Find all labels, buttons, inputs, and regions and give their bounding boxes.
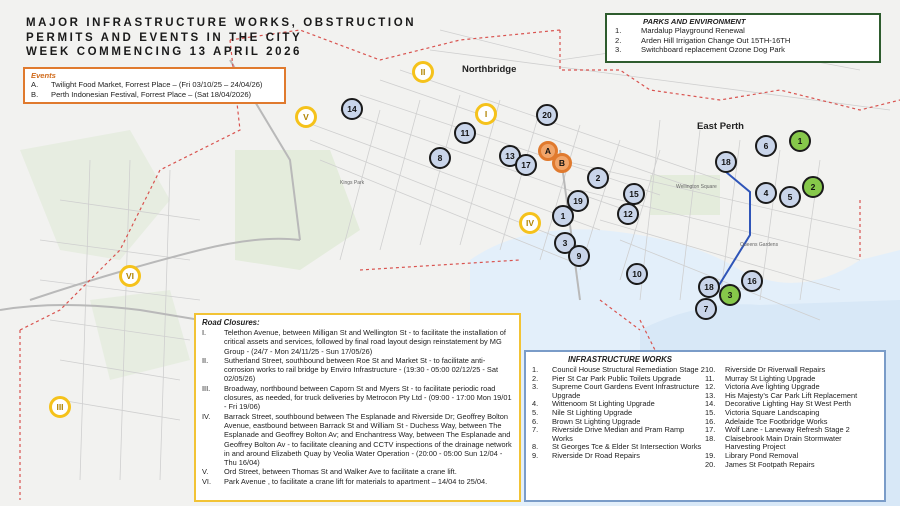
- infra-item: 12. Victoria Ave lighting Upgrade: [705, 382, 820, 392]
- infra-marker[interactable]: 11: [454, 122, 476, 144]
- infra-marker[interactable]: 18: [698, 276, 720, 298]
- infra-item: 1. Council House Structural Remediation Stage 2: [532, 365, 705, 374]
- infra-left-column: [532, 366, 705, 469]
- events-heading: Events: [31, 71, 56, 80]
- infra-marker[interactable]: 14: [341, 98, 363, 120]
- infra-marker[interactable]: 13: [499, 145, 521, 167]
- infra-item: 6. Brown St Lighting Upgrade: [532, 416, 641, 426]
- infra-item: 11. Murray St Lighting Upgrade: [705, 373, 816, 383]
- parks-marker[interactable]: 1: [789, 130, 811, 152]
- infra-marker[interactable]: 3: [554, 232, 576, 254]
- closure-marker[interactable]: IV: [519, 212, 541, 234]
- infra-item: 9. Riverside Dr Road Repairs: [532, 450, 640, 460]
- closure-marker[interactable]: III: [49, 396, 71, 418]
- title-line-2: PERMITS AND EVENTS IN THE CITY: [26, 31, 303, 44]
- infra-marker[interactable]: 10: [626, 263, 648, 285]
- infra-item: 13. His Majesty’s Car Park Lift Replacement: [705, 390, 858, 400]
- events-legend: [23, 67, 286, 104]
- parks-legend: [605, 13, 881, 63]
- infrastructure-legend: [524, 350, 886, 502]
- infra-item: 8. St Georges Tce & Elder St Intersection Works: [532, 442, 702, 452]
- infra-item: 20. James St Footpath Repairs: [705, 459, 815, 469]
- parks-heading: PARKS AND ENVIRONMENT: [643, 17, 746, 26]
- infra-item: 18. Claisebrook Main Drain Stormwater Harvesting Project: [705, 433, 842, 452]
- closure-marker[interactable]: I: [475, 103, 497, 125]
- infra-item: 17. Wolf Lane - Laneway Refresh Stage 2: [705, 425, 850, 435]
- infra-marker[interactable]: 7: [695, 298, 717, 320]
- title-line-1: MAJOR INFRASTRUCTURE WORKS, OBSTRUCTION: [26, 17, 417, 29]
- closure-item: I. Telethon Avenue, between Milligan St and Wellington St - to facilitate the installation of critical assets and services, followed by final road layout design reinstatement by MG Group - (24/7 - Mon 24/11/25 - Sun 17/05/26): [202, 328, 506, 356]
- infra-marker[interactable]: 12: [617, 203, 639, 225]
- svg-text:Kings Park: Kings Park: [340, 180, 365, 186]
- infra-marker[interactable]: 15: [623, 183, 645, 205]
- infra-item: 15. Victoria Square Landscaping: [705, 407, 820, 417]
- infra-marker[interactable]: 2: [587, 167, 609, 189]
- infra-item: 10. Riverside Dr Riverwall Repairs: [705, 365, 826, 374]
- parks-marker[interactable]: 3: [719, 284, 741, 306]
- closures-heading: Road Closures:: [202, 318, 260, 327]
- infra-item: 7. Riverside Drive Median and Pram Ramp Works: [532, 425, 685, 443]
- parks-item: 1. Mardalup Playground Renewal: [615, 26, 745, 35]
- infra-item: 5. Nile St Lighting Upgrade: [532, 407, 633, 417]
- title-line-3: WEEK COMMENCING 13 APRIL 2026: [26, 46, 303, 58]
- infra-marker[interactable]: 5: [779, 186, 801, 208]
- closure-item: IV. Barrack Street, southbound between The Esplanade and Riverside Dr; Geoffrey Bolton Avenue, eastbound between Barrack St and William St - Duchess Way, between The Esplanade and Geoffrey Bolton Av; and Enchantress Way, between The Esplanade and Geoffrey Bolton Av - to facilitate cleaning and CCTV inspections of the drainage network in and around Elizabeth Quay by Veolia Water Operation - (20:00 - 05:00 Sun 12/04 - Thu 16/04): [202, 411, 512, 468]
- event-marker[interactable]: B: [552, 153, 572, 173]
- infra-marker[interactable]: 6: [755, 135, 777, 157]
- infra-marker[interactable]: 17: [515, 154, 537, 176]
- closure-marker[interactable]: II: [412, 61, 434, 83]
- infra-item: 2. Pier St Car Park Public Toilets Upgrade: [532, 373, 681, 383]
- infra-marker[interactable]: 16: [741, 270, 763, 292]
- east-perth-label: East Perth: [697, 121, 744, 132]
- closure-item: V. Ord Street, between Thomas St and Walker Ave to facilitate a crane lift.: [202, 467, 457, 477]
- infra-marker[interactable]: 9: [568, 245, 590, 267]
- infra-marker[interactable]: 1: [552, 205, 574, 227]
- infra-item: 19. Library Pond Removal: [705, 450, 799, 460]
- infra-marker[interactable]: 20: [536, 104, 558, 126]
- closure-marker[interactable]: VI: [119, 265, 141, 287]
- closure-marker[interactable]: V: [295, 106, 317, 128]
- svg-text:Queens Gardens: Queens Gardens: [740, 242, 779, 248]
- page-title: [26, 16, 416, 60]
- infra-marker[interactable]: 4: [755, 182, 777, 204]
- parks-item: 3. Switchboard replacement Ozone Dog Park: [615, 45, 785, 55]
- closure-item: II. Sutherland Street, southbound between Roe St and Market St - to facilitate anti-corrosion works to rail bridge by Enviro Infrastructure - (19:30 - 05:00 02/12/25 - Sat 02/05/26): [202, 355, 498, 384]
- northbridge-label: Northbridge: [462, 64, 517, 75]
- infra-item: 3. Supreme Court Gardens Event Infrastructure Upgrade: [532, 382, 700, 400]
- events-item: A. Twilight Food Market, Forrest Place – (Fri 03/10/25 – 24/04/26): [31, 80, 263, 89]
- infra-heading: INFRASTRUCTURE WORKS: [568, 355, 672, 364]
- infra-item: 16. Adelaide Tce Footbridge Works: [705, 416, 828, 426]
- event-marker[interactable]: A: [538, 141, 558, 161]
- infra-marker[interactable]: 8: [429, 147, 451, 169]
- closure-item: III. Broadway, northbound between Caporn St and Myers St - to facilitate periodic road closures, as needed, for truck deliveries by Metrocon Pty Ltd - (09:00 - 17:00 Mon 19/01 - Fri 19/06): [202, 383, 512, 412]
- infra-item: 4. Wittenoom St Lighting Upgrade: [532, 399, 655, 409]
- closure-item: VI. Park Avenue , to facilitate a crane lift for materials to apartment – 14/04 to 25/04.: [202, 476, 488, 486]
- parks-item: 2. Arden Hill Irrigation Change Out 15TH-16TH: [615, 35, 791, 45]
- infra-marker[interactable]: 18: [715, 151, 737, 173]
- road-closures-legend: [194, 313, 521, 502]
- infra-right-column: [705, 366, 878, 469]
- infra-item: 14. Decorative Lighting Hay St West Perth: [705, 399, 851, 409]
- parks-marker[interactable]: 2: [802, 176, 824, 198]
- svg-text:Wellington Square: Wellington Square: [676, 184, 717, 190]
- events-item: B. Perth Indonesian Festival, Forrest Place – (Sat 18/04/2026): [31, 89, 252, 99]
- infra-marker[interactable]: 19: [567, 190, 589, 212]
